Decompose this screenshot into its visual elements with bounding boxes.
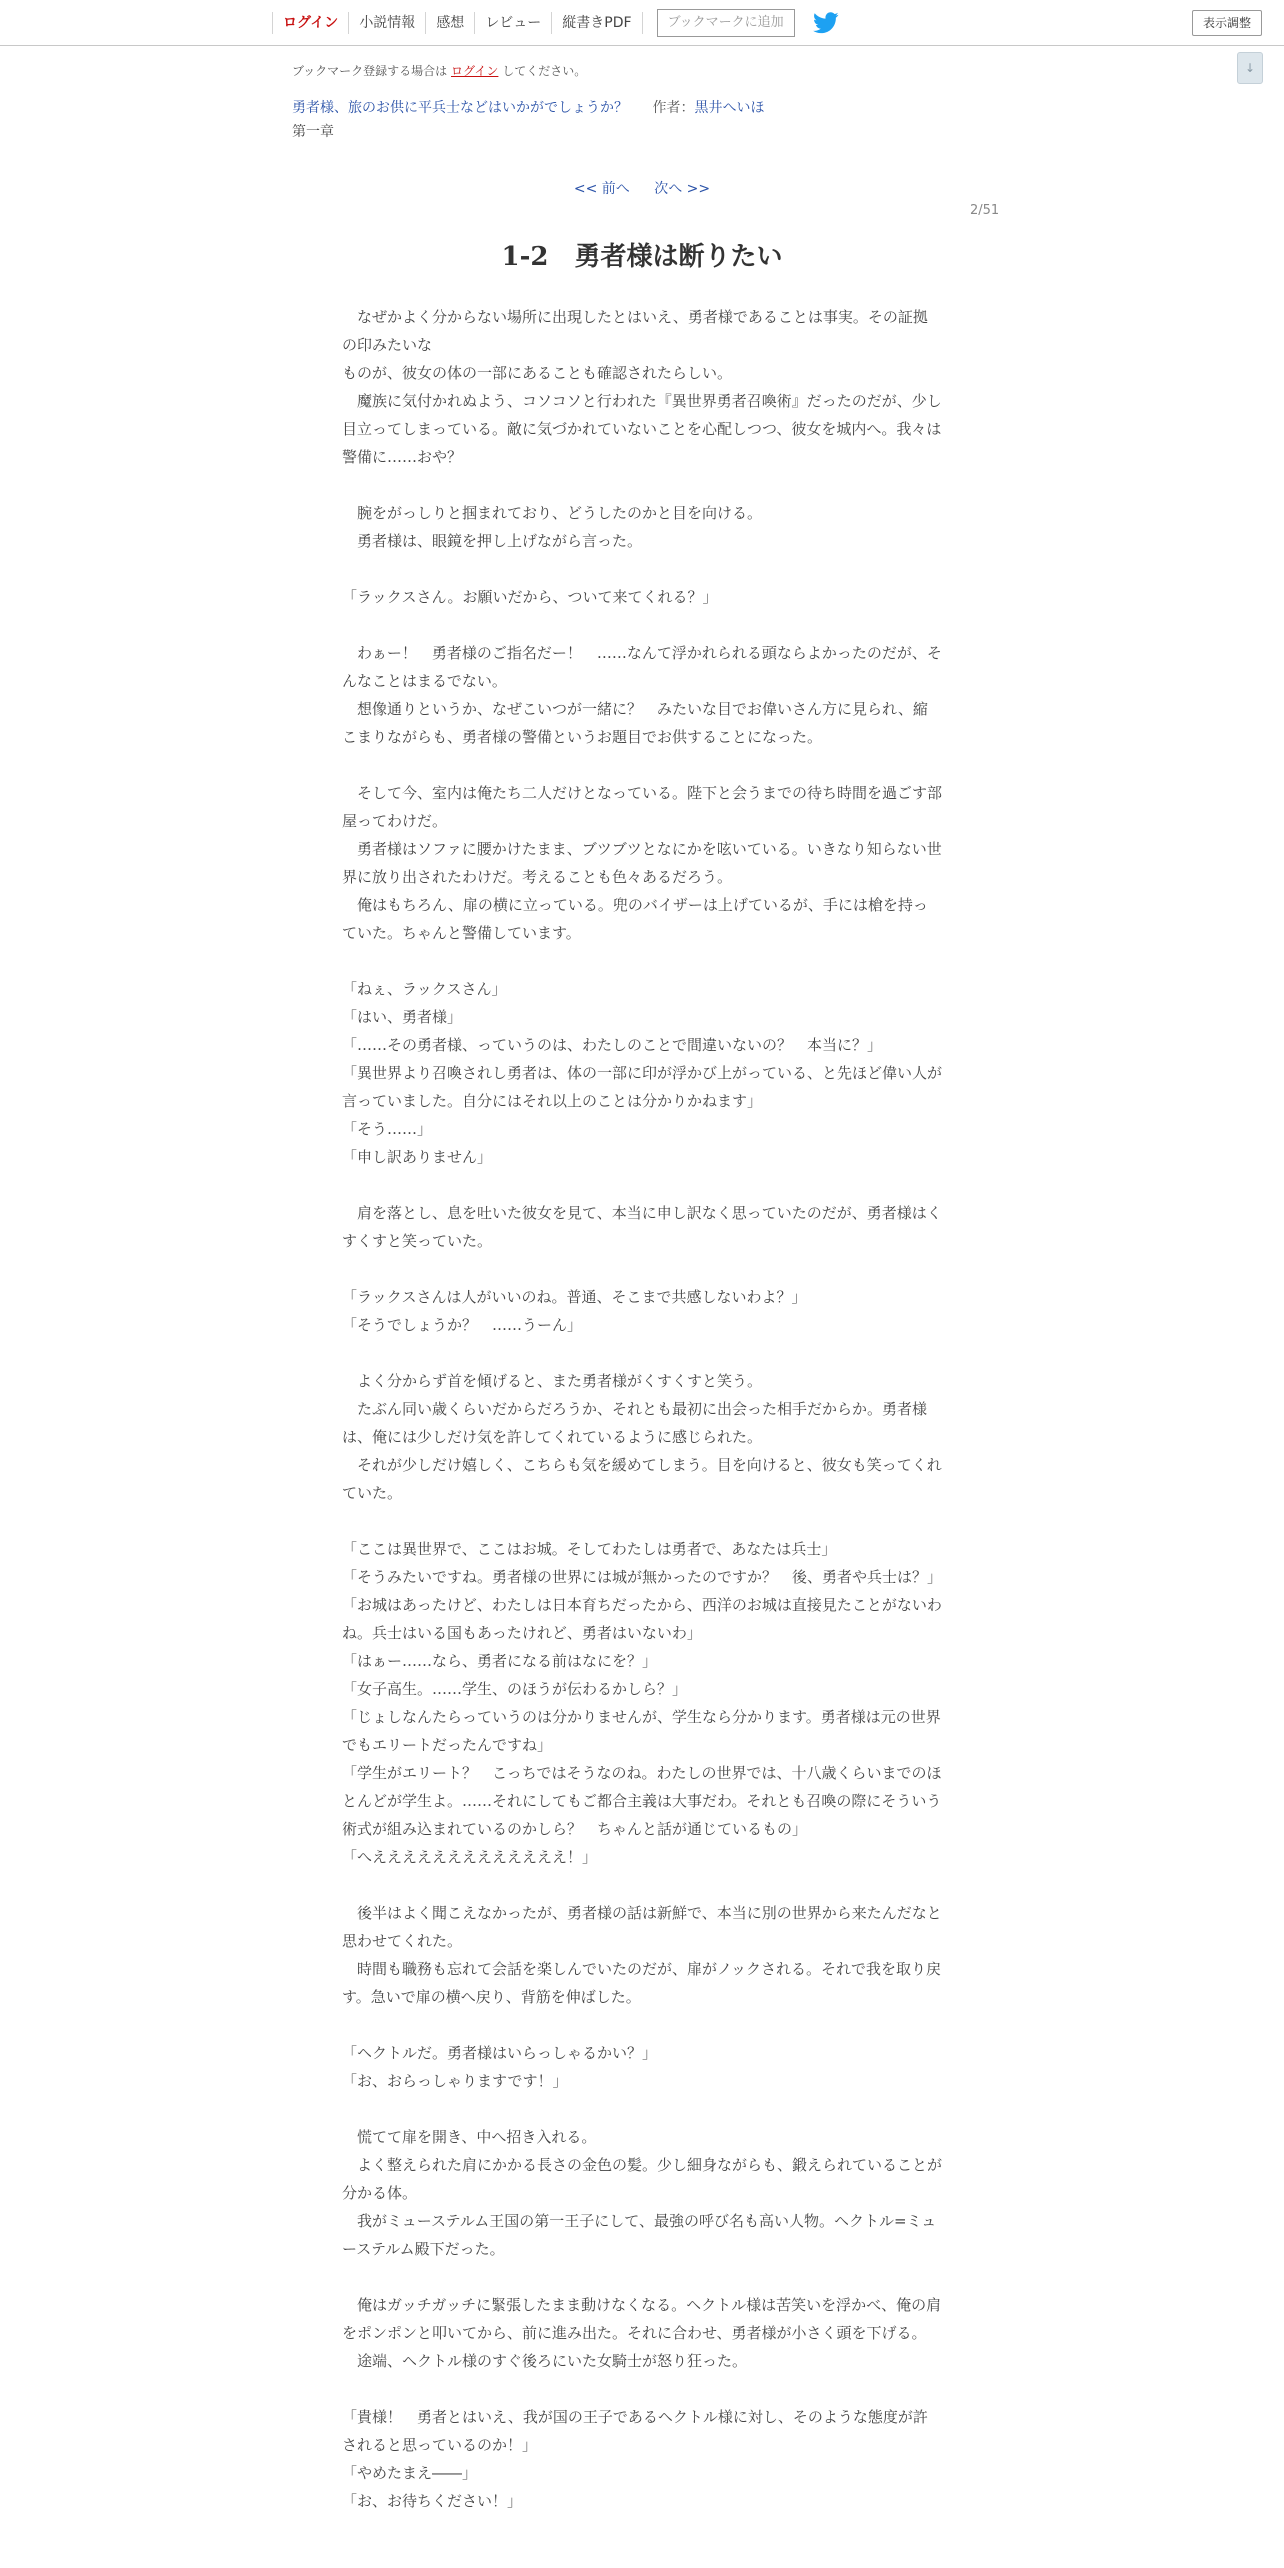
bookmark-login-link[interactable]: ログイン [451, 64, 499, 78]
body-line: 「はぁー……なら、勇者になる前はなにを？」 [342, 1652, 658, 1670]
episode-pager [0, 178, 1284, 198]
impressions-link[interactable]: 感想 [425, 12, 474, 34]
body-line: 「……その勇者様、っていうのは、わたしのことで間違いないの？ 本当に？」 [342, 1036, 883, 1054]
vertical-pdf-link[interactable]: 縦書きPDF [551, 12, 642, 34]
body-line [342, 751, 942, 779]
episode-title: 1-2 勇者様は断りたい [501, 242, 783, 272]
body-line: 「ねぇ、ラックスさん」 [342, 980, 507, 998]
arrow-down-icon: ↓ [1244, 61, 1256, 75]
body-line: わぁー！ 勇者様のご指名だー！ ……なんて浮かれられる頭ならよかったのだが、そんなことはまるでない。 [342, 644, 942, 690]
body-line [342, 2095, 942, 2123]
bookmark-notice [292, 62, 586, 79]
chapter-title: 第一章 [292, 124, 334, 140]
body-line [342, 947, 942, 975]
body-line: 「お、おらっしゃりますです！」 [342, 2072, 568, 2090]
body-line: 「お城はあったけど、わたしは日本育ちだったから、西洋のお城は直接見たことがないわね。兵士はいる国もあったけれど、勇者はいないわ」 [342, 1596, 942, 1642]
novel-title-link[interactable]: 勇者様、旅のお供に平兵士などはいかがでしょうか？ [292, 100, 628, 116]
body-line: 「異世界より召喚されし勇者は、体の一部に印が浮かび上がっている、と先ほど偉い人が言っていました。自分にはそれ以上のことは分かりかねます」 [342, 1064, 943, 1110]
body-line: 肩を落とし、息を吐いた彼女を見て、本当に申し訳なく思っていたのだが、勇者様はくすくすと笑っていた。 [342, 1204, 942, 1250]
body-line: 我がミューステルム王国の第一王子にして、最強の呼び名も高い人物。ヘクトル=ミューステルム殿下だった。 [342, 2212, 937, 2258]
body-line: 「そうでしょうか？ ……うーん」 [342, 1316, 583, 1334]
body-line [342, 1871, 942, 1899]
episode-number: 2/51 [970, 203, 1000, 218]
body-line: 「やめたまえ――」 [342, 2464, 478, 2482]
body-line [342, 2263, 942, 2291]
body-line [342, 1507, 942, 1535]
add-bookmark-button[interactable]: ブックマークに追加 [657, 9, 795, 37]
body-line: 「じょしなんたらっていうのは分かりませんが、学生なら分かります。勇者様は元の世界でもエリートだったんですね」 [342, 1708, 941, 1754]
novel-info-link[interactable]: 小説情報 [348, 12, 425, 34]
body-line: 俺はもちろん、扉の横に立っている。兜のバイザーは上げているが、手には槍を持っていた。ちゃんと警備しています。 [342, 896, 928, 942]
novel-header [292, 97, 764, 117]
body-line: 「へえええええええええええええ！」 [342, 1848, 598, 1866]
body-line: 「学生がエリート？ こっちではそうなのね。わたしの世界では、十八歳くらいまでのほとんどが学生よ。……それにしてもご都合主義は大事だわ。それとも召喚の際にそういう術式が組み込まれているのかしら？ ちゃんと話が通じているもの」 [342, 1764, 942, 1838]
body-line [342, 2375, 942, 2403]
body-line [342, 611, 942, 639]
body-line: 俺はガッチガッチに緊張したまま動けなくなる。ヘクトル様は苦笑いを浮かべ、俺の肩をポンポンと叩いてから、前に進み出た。それに合わせ、勇者様が小さく頭を下げる。 [342, 2296, 942, 2342]
body-line: たぶん同い歳くらいだからだろうか、それとも最初に出会った相手だからか。勇者様は、俺には少しだけ気を許してくれているように感じられた。 [342, 1400, 928, 1446]
author-label: 作者： [652, 100, 695, 116]
bookmark-notice-suffix: してください。 [502, 64, 587, 78]
body-line: 慌てて扉を開き、中へ招き入れる。 [342, 2128, 597, 2146]
body-line: 勇者様は、眼鏡を押し上げながら言った。 [342, 532, 643, 550]
body-line: 想像通りというか、なぜこいつが一緒に？ みたいな目でお偉いさん方に見られ、縮こまりながらも、勇者様の警備というお題目でお供することになった。 [342, 700, 928, 746]
body-line: そして今、室内は俺たち二人だけとなっている。陛下と会うまでの待ち時間を過ごす部屋ってわけだ。 [342, 784, 943, 830]
body-line: 「ヘクトルだ。勇者様はいらっしゃるかい？」 [342, 2044, 658, 2062]
body-line: 「ラックスさんは人がいいのね。普通、そこまで共感しないわよ？」 [342, 1288, 807, 1306]
body-line: よく整えられた肩にかかる長さの金色の髪。少し細身ながらも、鍛えられていることが分かる体。 [342, 2156, 943, 2202]
body-line: 途端、ヘクトル様のすぐ後ろにいた女騎士が怒り狂った。 [342, 2352, 748, 2370]
body-line [342, 471, 942, 499]
body-line: 「はい、勇者様」 [342, 1008, 463, 1026]
body-line: それが少しだけ嬉しく、こちらも気を緩めてしまう。目を向けると、彼女も笑ってくれていた。 [342, 1456, 942, 1502]
top-nav-bar [0, 0, 1284, 46]
body-line: 勇者様はソファに腰かけたまま、ブツブツとなにかを呟いている。いきなり知らない世界に放り出されたわけだ。考えることも色々あるだろう。 [342, 840, 942, 886]
body-line: 「ここは異世界で、ここはお城。そしてわたしは勇者で、あなたは兵士」 [342, 1540, 837, 1558]
body-line: 「貴様！ 勇者とはいえ、我が国の王子であるヘクトル様に対し、そのような態度が許されると思っているのか！」 [342, 2408, 928, 2454]
body-line [342, 1339, 942, 1367]
login-link[interactable]: ログイン [272, 12, 348, 34]
author-link[interactable]: 黒井へいほ [694, 100, 765, 116]
main-nav [272, 0, 839, 46]
review-link[interactable]: レビュー [474, 12, 551, 34]
body-line: ものが、彼女の体の一部にあることも確認されたらしい。 [342, 364, 733, 382]
body-line: 「申し訳ありません」 [342, 1148, 493, 1166]
body-line: なぜかよく分からない場所に出現したとはいえ、勇者様であることは事実。その証拠の印みたいな [342, 308, 928, 354]
next-episode-link[interactable]: 次へ >> [654, 181, 711, 197]
body-line [342, 1255, 942, 1283]
body-line: 「お、お待ちください！」 [342, 2492, 523, 2510]
body-line [342, 555, 942, 583]
body-line: よく分からず首を傾げると、また勇者様がくすくすと笑う。 [342, 1372, 763, 1390]
novel-body [342, 303, 942, 2515]
body-line: 「女子高生。……学生、のほうが伝わるかしら？」 [342, 1680, 688, 1698]
body-line: 魔族に気付かれぬよう、コソコソと行われた『異世界勇者召喚術』だったのだが、少し目立ってしまっている。敵に気づかれていないことを心配しつつ、彼女を城内へ。我々は警備に……おや？ [342, 392, 942, 466]
display-settings-button[interactable]: 表示調整 [1192, 10, 1262, 36]
prev-episode-link[interactable]: << 前へ [573, 181, 630, 197]
bookmark-notice-prefix: ブックマーク登録する場合は [292, 64, 448, 78]
body-line: 時間も職務も忘れて会話を楽しんでいたのだが、扉がノックされる。それで我を取り戻す。急いで扉の横へ戻り、背筋を伸ばした。 [342, 1960, 941, 2006]
scroll-down-button[interactable] [1237, 52, 1263, 84]
body-line [342, 1171, 942, 1199]
body-line: 「そうみたいですね。勇者様の世界には城が無かったのですか？ 後、勇者や兵士は？」 [342, 1568, 943, 1586]
body-line [342, 2011, 942, 2039]
body-line: 腕をがっしりと掴まれており、どうしたのかと目を向ける。 [342, 504, 763, 522]
twitter-bird-icon[interactable] [813, 12, 839, 34]
body-line: 「そう……」 [342, 1120, 433, 1138]
body-line: 後半はよく聞こえなかったが、勇者様の話は新鮮で、本当に別の世界から来たんだなと思わせてくれた。 [342, 1904, 942, 1950]
body-line: 「ラックスさん。お願いだから、ついて来てくれる？」 [342, 588, 718, 606]
